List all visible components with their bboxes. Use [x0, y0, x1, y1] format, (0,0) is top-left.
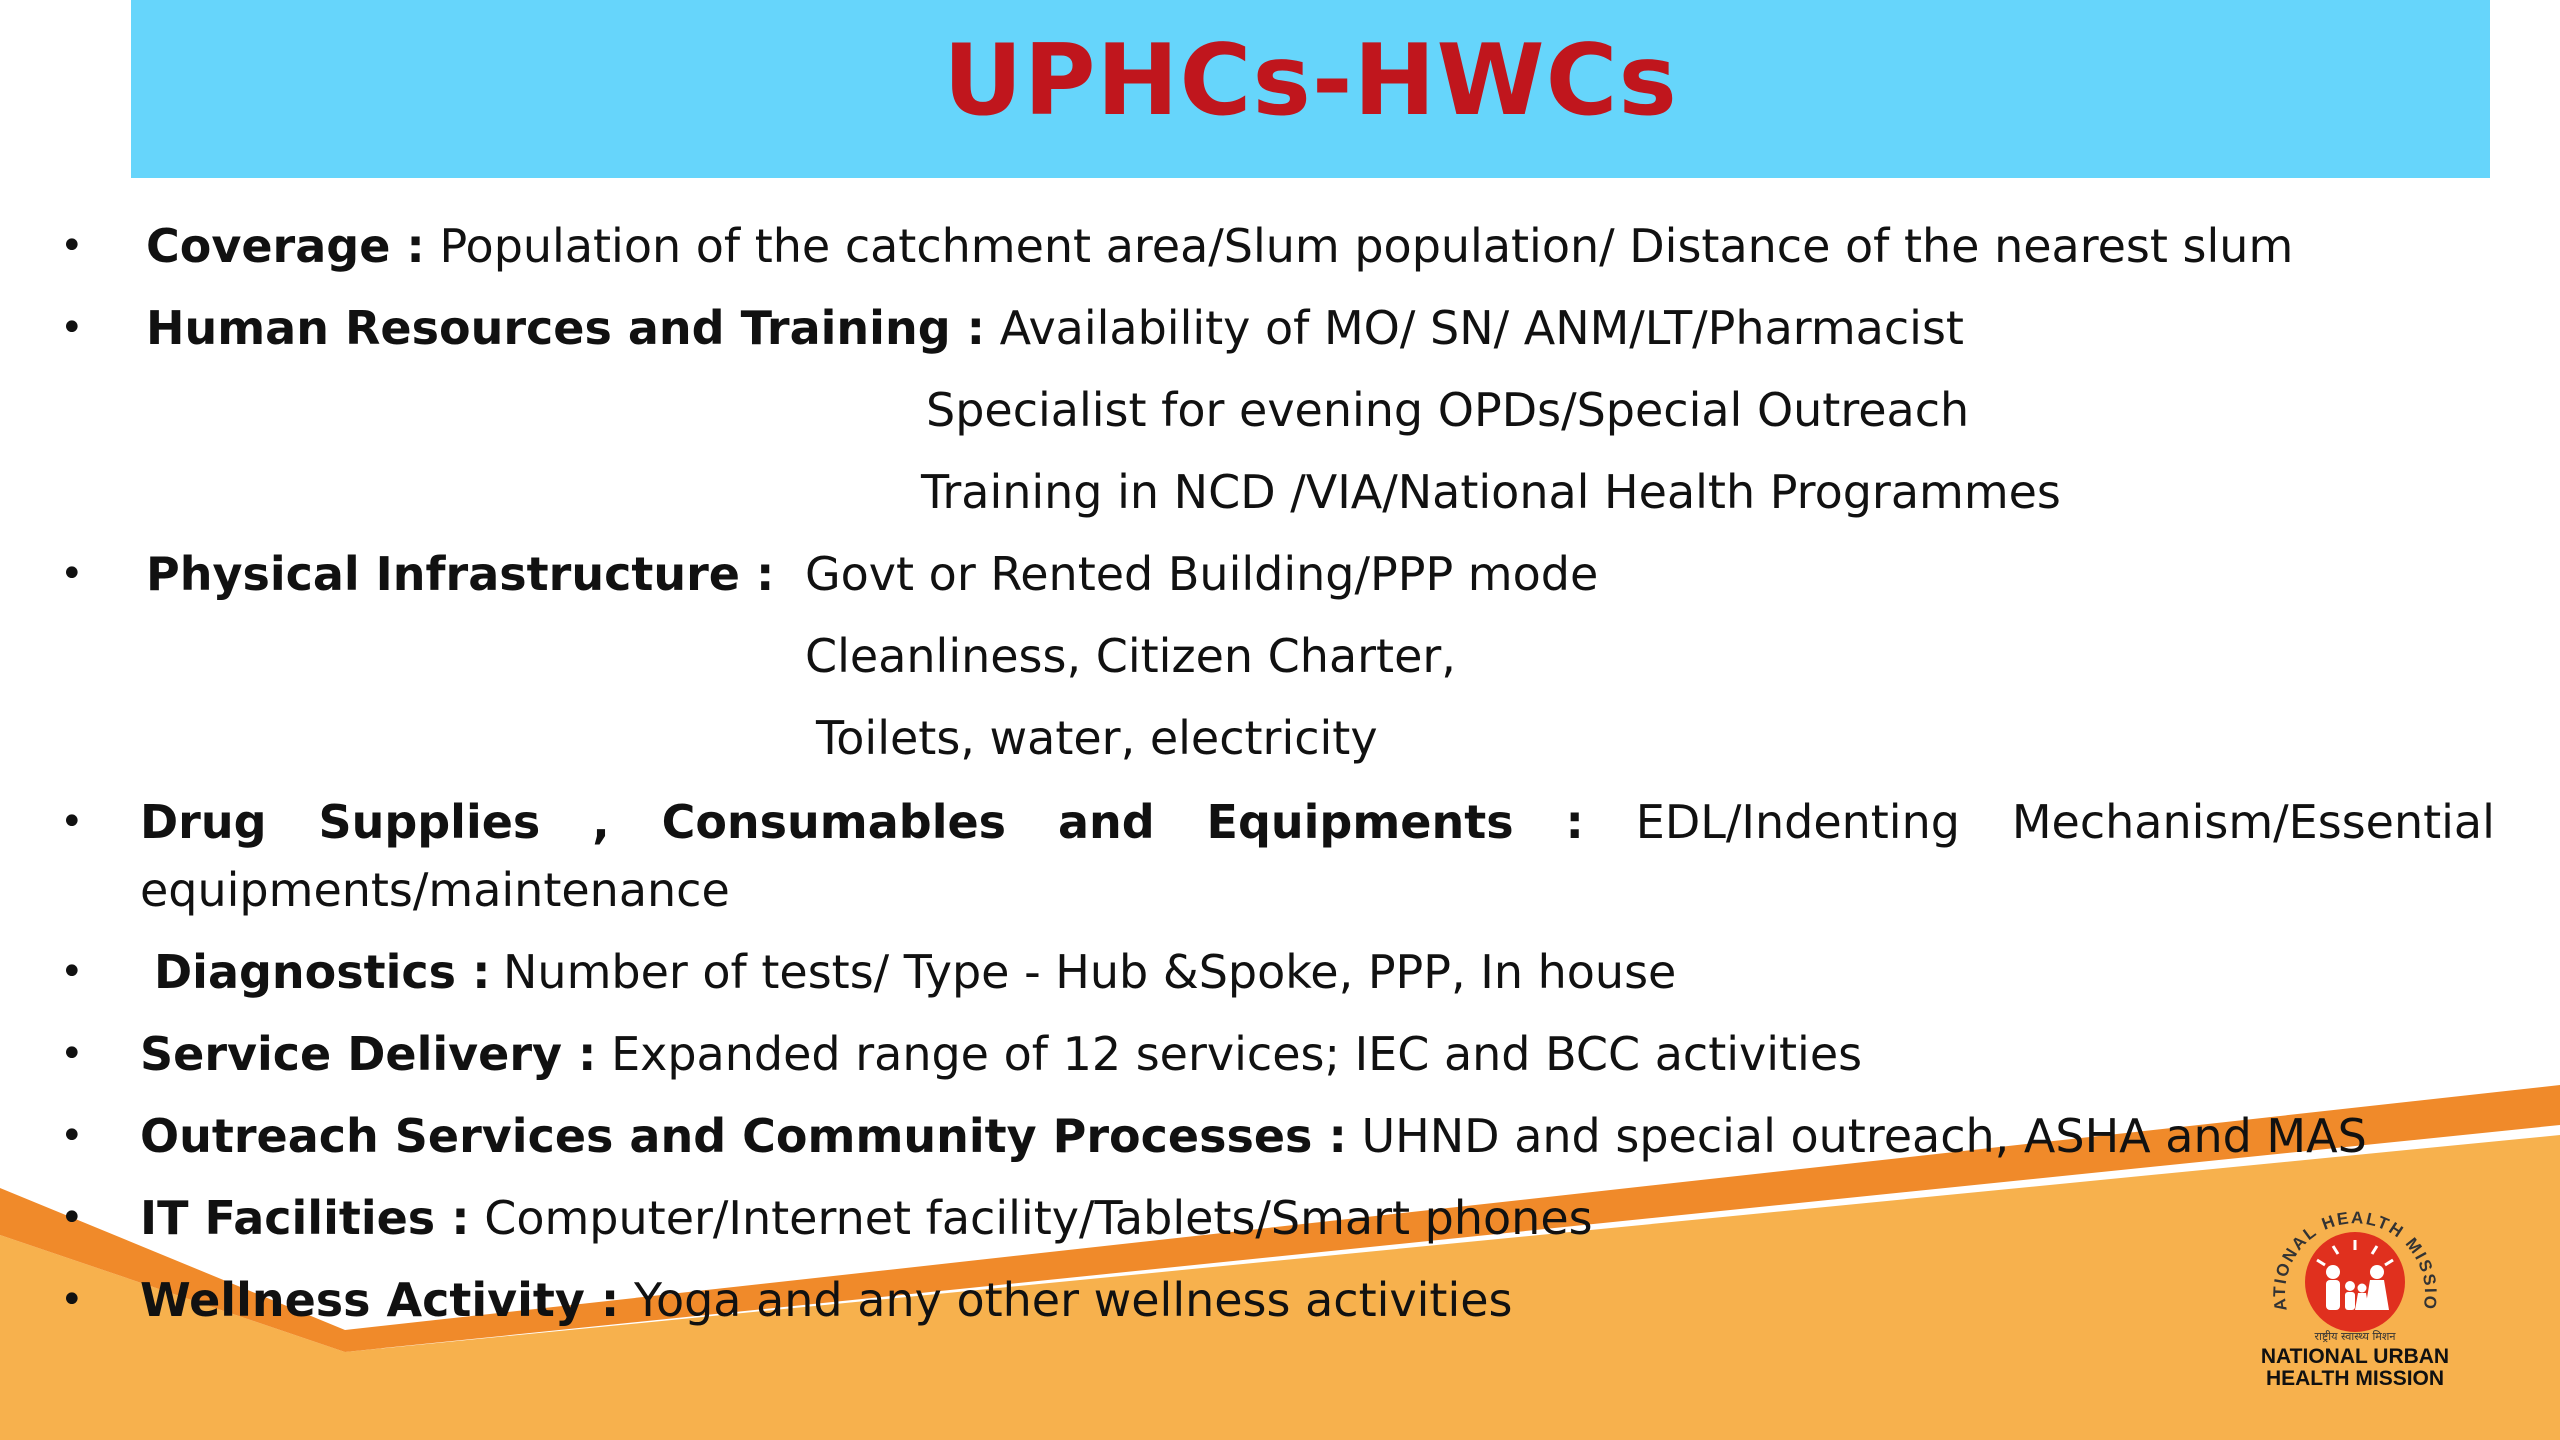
list-item-coverage	[146, 214, 2293, 278]
item-text: UHND and special outreach, ASHA and MAS	[1346, 1109, 2367, 1163]
item-text: Computer/Internet facility/Tablets/Smart phones	[469, 1191, 1593, 1245]
list-item-service-delivery	[140, 1022, 1862, 1086]
list-item-wellness	[140, 1268, 1513, 1332]
item-label: Coverage	[146, 219, 391, 273]
item-separator: :	[390, 219, 425, 273]
item-separator: :	[584, 1273, 620, 1327]
item-separator: :	[739, 547, 775, 601]
item-separator: :	[435, 1191, 470, 1245]
bullet-marker: •	[60, 949, 84, 995]
item-text: Number of tests/ Type - Hub &Spoke, PPP, In house	[503, 945, 1677, 999]
bullet-marker: •	[60, 305, 84, 351]
item-word: and	[1057, 795, 1155, 849]
list-item-continuation: Specialist for evening OPDs/Special Outreach	[926, 383, 1970, 437]
list-item-continuation: Training in NCD /VIA/National Health Programmes	[921, 465, 2061, 519]
item-text: Availability of MO/ SN/ ANM/LT/Pharmacist	[985, 301, 1964, 355]
item-label: Physical Infrastructure	[146, 547, 740, 601]
bullet-marker: •	[60, 1195, 84, 1241]
bullet-marker: •	[60, 1031, 84, 1077]
bullet-marker: •	[60, 551, 84, 597]
bullet-marker: •	[60, 1113, 84, 1159]
item-text: Population of the catchment area/Slum population/ Distance of the nearest slum	[424, 219, 2294, 273]
item-label: IT Facilities	[140, 1191, 436, 1245]
logo-arc-text: ATIONAL HEALTH MISSIO	[2269, 1208, 2441, 1313]
item-word: EDL/Indenting	[1635, 795, 1960, 849]
list-item-human-resources	[146, 296, 1964, 360]
item-word: ,	[592, 795, 610, 849]
item-text: Govt or Rented Building/PPP mode	[805, 547, 1599, 601]
page-title: UPHCs-HWCs	[943, 24, 1678, 138]
list-item-outreach	[140, 1104, 2367, 1168]
item-word: Equipments	[1206, 795, 1514, 849]
list-item-drug-supplies	[140, 790, 2495, 854]
bullet-marker: •	[60, 1277, 84, 1323]
item-separator: :	[1565, 795, 1584, 849]
logo-emblem	[2225, 1200, 2485, 1346]
list-item-diagnostics	[154, 940, 490, 1004]
item-separator: :	[456, 945, 491, 999]
list-item-continuation: Toilets, water, electricity	[816, 711, 1378, 765]
nuhm-logo	[2225, 1200, 2485, 1400]
list-item-continuation: Cleanliness, Citizen Charter,	[805, 629, 1456, 683]
bullet-marker: •	[60, 799, 84, 845]
list-item-continuation: equipments/maintenance	[140, 863, 730, 917]
bullet-marker: •	[60, 223, 84, 269]
item-text: Yoga and any other wellness activities	[619, 1273, 1513, 1327]
item-label: Diagnostics	[154, 945, 457, 999]
list-item-physical-infrastructure	[146, 542, 774, 606]
item-word: Drug	[140, 795, 267, 849]
item-text: Expanded range of 12 services; IEC and BCC activities	[596, 1027, 1863, 1081]
item-separator: :	[562, 1027, 597, 1081]
item-word: Consumables	[661, 795, 1007, 849]
logo-title-line1: NATIONAL URBAN	[2260, 1345, 2450, 1368]
logo-title-line2: HEALTH MISSION	[2265, 1367, 2445, 1390]
list-item-it-facilities	[140, 1186, 1593, 1250]
item-separator: :	[1312, 1109, 1347, 1163]
item-label: Service Delivery	[140, 1027, 563, 1081]
logo-hindi-text: राष्ट्रीय स्वास्थ्य मिशन	[2314, 1330, 2396, 1343]
item-word: Mechanism/Essential	[2011, 795, 2495, 849]
item-label: Wellness Activity	[140, 1273, 585, 1327]
item-separator: :	[950, 301, 986, 355]
item-label: Human Resources and Training	[146, 301, 951, 355]
item-word: Supplies	[318, 795, 541, 849]
item-label: Outreach Services and Community Processes	[140, 1109, 1313, 1163]
logo-title	[2225, 1346, 2485, 1390]
